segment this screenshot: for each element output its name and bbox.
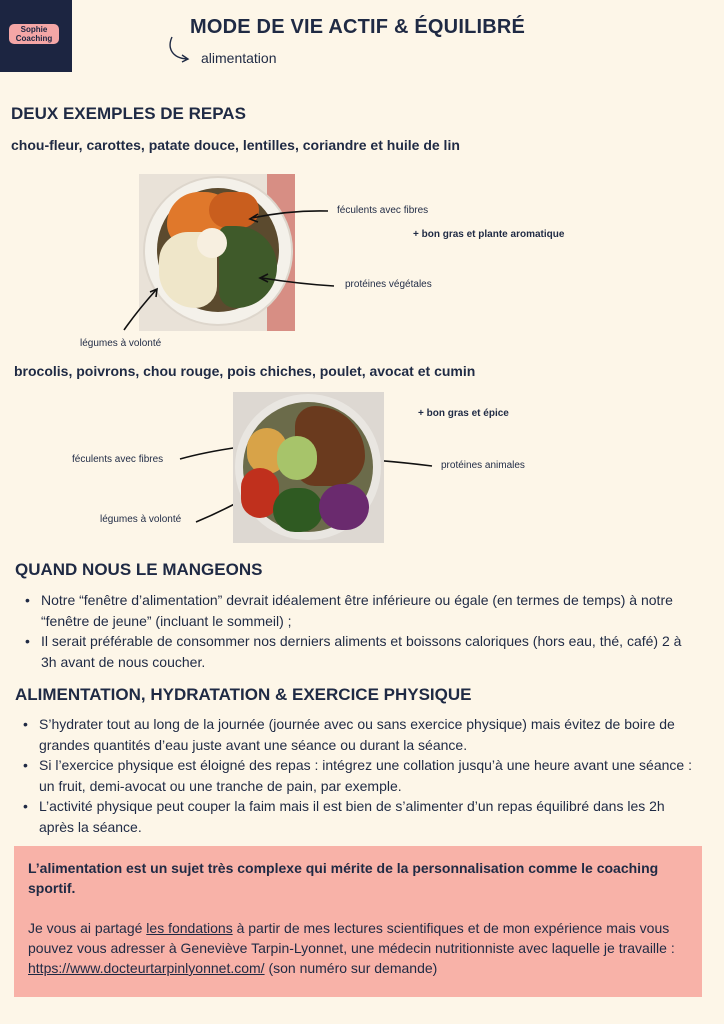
hydration-list — [13, 714, 697, 837]
meals-heading: DEUX EXEMPLES DE REPAS — [11, 104, 246, 123]
meal1-label-veg: légumes à volonté — [80, 338, 162, 349]
page-subtitle: alimentation — [201, 50, 277, 66]
timing-list — [15, 590, 691, 672]
list-item: • Si l’exercice physique est éloigné des repas : intégrez une collation jusqu’à une heure avant une séance : un fruit, demi-avocat ou une tranche de pain, par exemple. — [13, 755, 697, 796]
list-item: • S’hydrater tout au long de la journée (journée avec ou sans exercice physique) mais évitez de boire de grandes quantités d’eau juste avant une séance ou durant la séance. — [13, 714, 697, 755]
meal2-label-starch: féculents avec fibres — [72, 454, 164, 465]
timing-heading: QUAND NOUS LE MANGEONS — [15, 560, 263, 579]
note-spacer — [28, 898, 688, 918]
note-bold-text: L’alimentation est un sujet très complexe qui mérite de la personnalisation comme le coaching sportif. — [28, 860, 659, 896]
meal2-ingredients: brocolis, poivrons, chou rouge, pois chiches, poulet, avocat et cumin — [14, 363, 476, 379]
meal2-photo — [233, 392, 384, 543]
meal2-label-protein: protéines animales — [441, 460, 525, 471]
page-title: MODE DE VIE ACTIF & ÉQUILIBRÉ — [190, 16, 526, 38]
meal1-label-protein: protéines végétales — [345, 279, 432, 290]
list-item: • L’activité physique peut couper la faim mais il est bien de s’alimenter d’un repas équilibré dans les 2h après la séance. — [13, 796, 697, 837]
meal1-label-extra: + bon gras et plante aromatique — [413, 229, 565, 240]
note-paragraph — [28, 918, 688, 978]
meal2-label-extra: + bon gras et épice — [418, 408, 509, 419]
logo-line-1: Sophie — [20, 25, 48, 34]
doctor-website-link[interactable]: https://www.docteurtarpinlyonnet.com/ — [28, 960, 265, 976]
note-text-end: (son numéro sur demande) — [264, 960, 438, 976]
logo-line-2: Coaching — [15, 33, 53, 43]
meal1-label-starch: féculents avec fibres — [337, 205, 429, 216]
note-text-start: Je vous ai partagé — [28, 920, 147, 936]
note-box — [14, 846, 702, 997]
fondations-link[interactable]: les fondations — [146, 920, 233, 936]
meal1-ingredients: chou-fleur, carottes, patate douce, lentilles, coriandre et huile de lin — [11, 137, 460, 153]
list-item: • Il serait préférable de consommer nos derniers aliments et boissons caloriques (hors eau, thé, café) 2 à 3h avant de nous coucher. — [15, 631, 691, 672]
meal2-label-veg: légumes à volonté — [100, 514, 182, 525]
list-item: • Notre “fenêtre d’alimentation” devrait idéalement être inférieure ou égale (en termes de temps) à notre “fenêtre de jeune” (incluant le sommeil) ; — [15, 590, 691, 631]
hydration-heading: ALIMENTATION, HYDRATATION & EXERCICE PHYSIQUE — [15, 685, 472, 704]
note-text-mid: à partir de mes lectures scientifiques et de mon expérience mais vous pouvez vous adresser à Geneviève Tarpin-Lyonnet, une médecin nutritionniste avec laquelle je travaille : — [28, 920, 675, 956]
